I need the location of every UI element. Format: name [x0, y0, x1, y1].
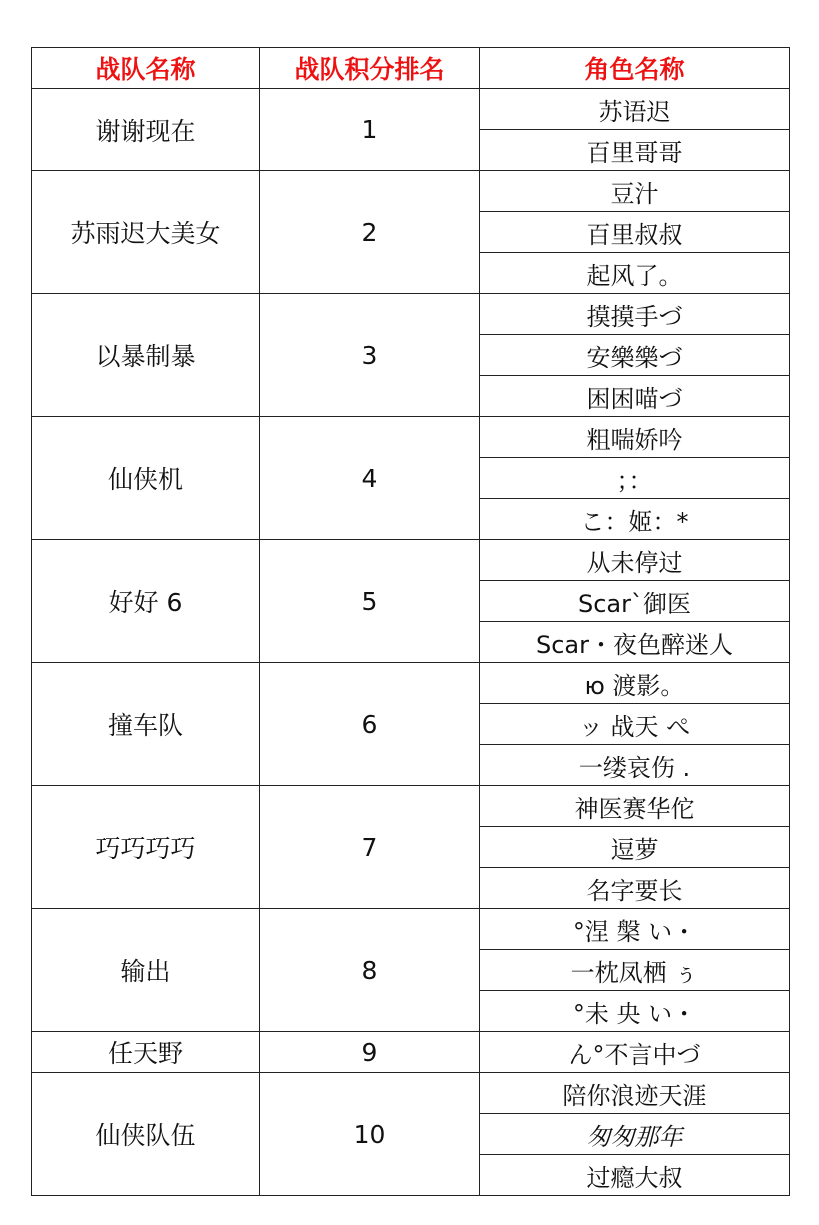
table-row [32, 786, 790, 827]
role-name-cell: 安樂樂づ [480, 335, 790, 376]
table-row [32, 294, 790, 335]
table-row [32, 417, 790, 458]
table-row [32, 171, 790, 212]
team-rank-cell: 10 [260, 1073, 480, 1196]
role-name-cell: 百里哥哥 [480, 130, 790, 171]
team-rank-cell: 7 [260, 786, 480, 909]
team-name-cell: 任天野 [32, 1032, 260, 1073]
team-name-cell: 撞车队 [32, 663, 260, 786]
role-name-cell: 名字要长 [480, 868, 790, 909]
team-rank-cell: 1 [260, 89, 480, 171]
role-name-cell: Scar`御医 [480, 581, 790, 622]
team-rank-cell: 3 [260, 294, 480, 417]
team-name-cell: 输出 [32, 909, 260, 1032]
role-name-cell: ッ 战天 ぺ [480, 704, 790, 745]
team-rank-cell: 6 [260, 663, 480, 786]
table-row [32, 540, 790, 581]
role-name-cell: こ：姬：* [480, 499, 790, 540]
table-row [32, 1032, 790, 1073]
team-ranking-table [31, 47, 790, 1196]
role-name-cell: 困困喵づ [480, 376, 790, 417]
table-row [32, 909, 790, 950]
team-name-cell: 好好 6 [32, 540, 260, 663]
team-rank-cell: 2 [260, 171, 480, 294]
role-name-cell: 逗萝 [480, 827, 790, 868]
role-name-cell: 豆汁 [480, 171, 790, 212]
role-name-cell: 一缕哀伤 . [480, 745, 790, 786]
role-name-cell: 过瘾大叔 [480, 1155, 790, 1196]
role-name-cell: °涅 槃 い・ [480, 909, 790, 950]
header-role-name: 角色名称 [480, 48, 790, 89]
team-name-cell: 仙侠队伍 [32, 1073, 260, 1196]
team-rank-cell: 9 [260, 1032, 480, 1073]
table-row [32, 89, 790, 130]
team-rank-cell: 8 [260, 909, 480, 1032]
header-team-rank: 战队积分排名 [260, 48, 480, 89]
role-name-cell: 神医赛华佗 [480, 786, 790, 827]
team-name-cell: 以暴制暴 [32, 294, 260, 417]
role-name-cell: ；： [480, 458, 790, 499]
role-name-cell: °未 央 い・ [480, 991, 790, 1032]
role-name-cell: Scar・夜色醉迷人 [480, 622, 790, 663]
role-name-cell: 一枕凤栖 ぅ [480, 950, 790, 991]
team-name-cell: 仙侠机 [32, 417, 260, 540]
role-name-cell: ん°不言中づ [480, 1032, 790, 1073]
header-team-name: 战队名称 [32, 48, 260, 89]
team-name-cell: 苏雨迟大美女 [32, 171, 260, 294]
role-name-cell: 陪你浪迹天涯 [480, 1073, 790, 1114]
team-name-cell: 谢谢现在 [32, 89, 260, 171]
team-rank-cell: 4 [260, 417, 480, 540]
role-name-cell: 从未停过 [480, 540, 790, 581]
role-name-cell: 粗喘娇吟 [480, 417, 790, 458]
header-row [32, 48, 790, 89]
role-name-cell: 摸摸手づ [480, 294, 790, 335]
table-row [32, 1073, 790, 1114]
role-name-cell: 百里叔叔 [480, 212, 790, 253]
role-name-cell: ю 渡影。 [480, 663, 790, 704]
team-name-cell: 巧巧巧巧 [32, 786, 260, 909]
role-name-cell: 匆匆那年 [480, 1114, 790, 1155]
role-name-cell: 苏语迟 [480, 89, 790, 130]
table-row [32, 663, 790, 704]
role-name-cell: 起风了。 [480, 253, 790, 294]
team-rank-cell: 5 [260, 540, 480, 663]
